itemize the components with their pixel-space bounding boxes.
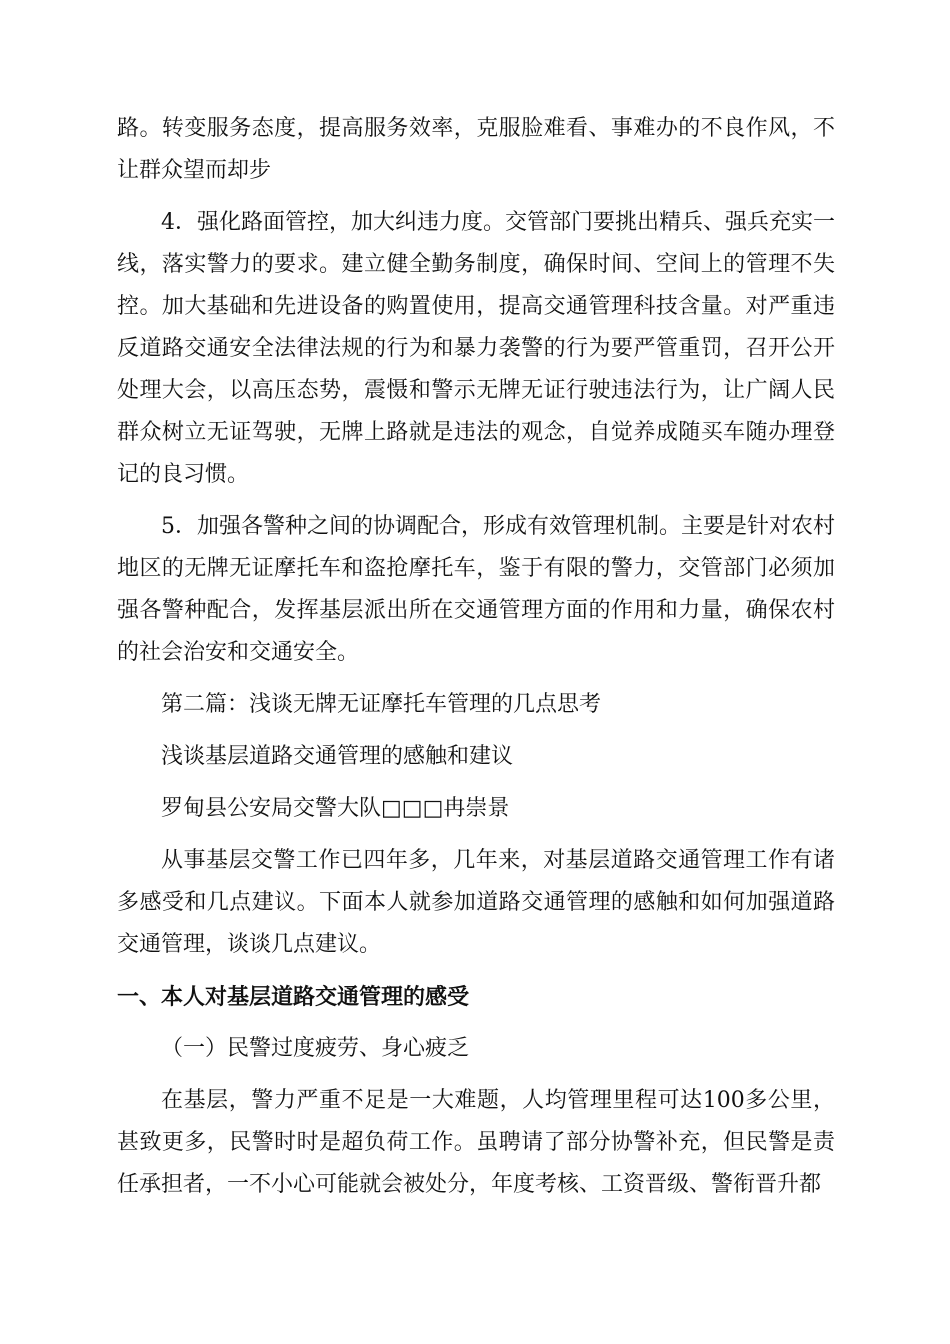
heading-level-2: （一）民警过度疲劳、身心疲乏 (161, 1036, 470, 1061)
document-page (117, 108, 835, 1206)
paragraph-intro: 从事基层交警工作已四年多，几年来，对基层道路交通管理工作有诸多感受和几点建议。下面本人就参加道路交通管理的感触和如何加强道路交通管理，谈谈几点建议。 (117, 848, 835, 957)
heading-level-1: 一、本人对基层道路交通管理的感受 (117, 984, 470, 1010)
paragraph-continuation: 路。转变服务态度，提高服务效率，克服脸难看、事难办的不良作风，不让群众望而却步 (117, 116, 835, 183)
article-title: 浅谈基层道路交通管理的感触和建议 (161, 744, 514, 769)
paragraph-body: 在基层，警力严重不足是一大难题，人均管理里程可达100多公里，甚致更多，民警时时是超负荷工作。虽聘请了部分协警补充，但民警是责任承担者，一不小心可能就会被处分，年度考核、工资晋级、警衔晋升都 (117, 1088, 835, 1197)
section-title-second-article: 第二篇：浅谈无牌无证摩托车管理的几点思考 (161, 692, 602, 717)
paragraph-item-4: 4．强化路面管控，加大纠违力度。交管部门要挑出精兵、强兵充实一线，落实警力的要求。建立健全勤务制度，确保时间、空间上的管理不失控。加大基础和先进设备的购置使用，提高交通管理科技含量。对严重违反道路交通安全法律法规的行为和暴力袭警的行为要严管重罚，召开公开处理大会，以高压态势，震慑和警示无牌无证行驶违法行为，让广阔人民群众树立无证驾驶，无牌上路就是违法的观念，自觉养成随买车随办理登记的良习惯。 (117, 210, 835, 487)
article-author: 罗甸县公安局交警大队□□□冉崇景 (161, 796, 510, 821)
paragraph-item-5: 5．加强各警种之间的协调配合，形成有效管理机制。主要是针对农村地区的无牌无证摩托车和盗抢摩托车，鉴于有限的警力，交管部门必须加强各警种配合，发挥基层派出所在交通管理方面的作用和力量，确保农村的社会治安和交通安全。 (117, 514, 835, 665)
